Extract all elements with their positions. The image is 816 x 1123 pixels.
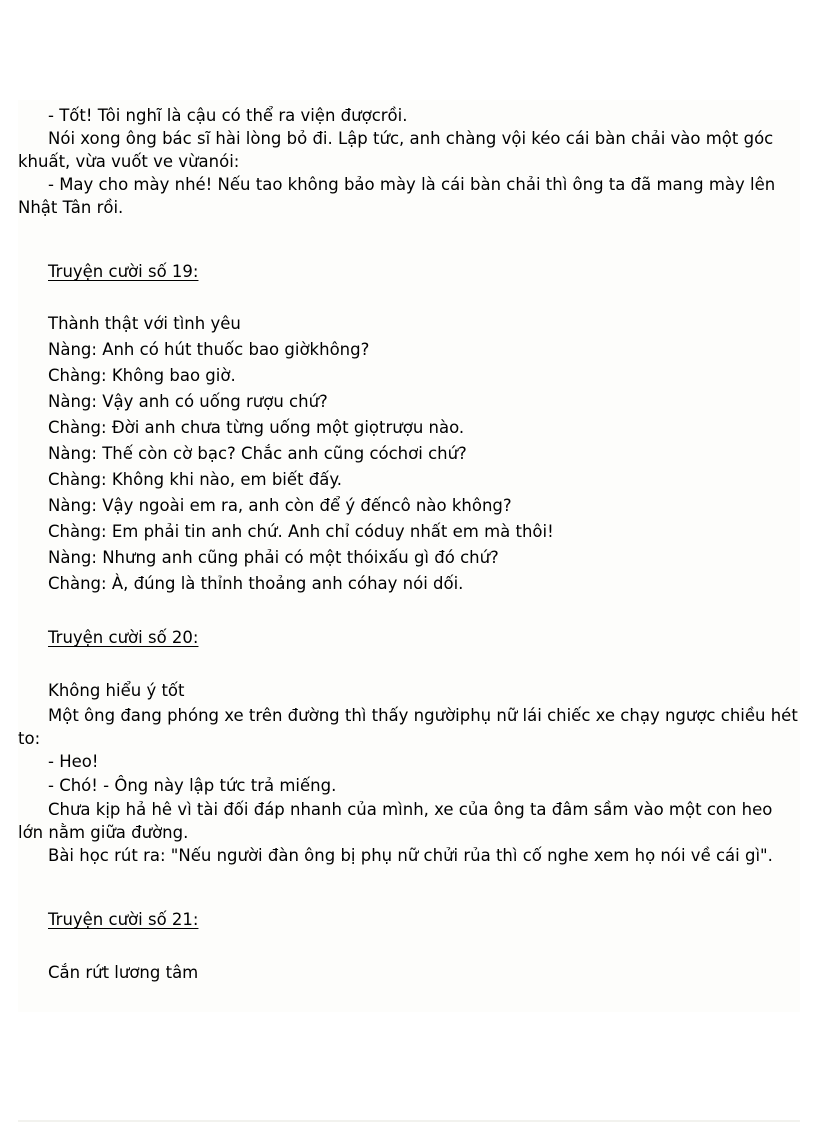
story-title: Cắn rứt lương tâm xyxy=(48,963,199,982)
paragraph: Bài học rút ra: "Nếu người đàn ông bị phụ nữ chửi rủa thì cố nghe xem họ nói về cái gì". xyxy=(48,846,773,865)
dialogue-line: Nàng: Vậy anh có uống rượu chứ? xyxy=(48,392,328,411)
dialogue-line: Nàng: Thế còn cờ bạc? Chắc anh cũng cóchơi chứ? xyxy=(48,444,467,463)
dialogue-line: - Tốt! Tôi nghĩ là cậu có thể ra viện đượcrồi. xyxy=(48,106,408,125)
paragraph: Chưa kịp hả hê vì tài đối đáp nhanh của mình, xe của ông ta đâm sầm vào một con heo lớn nằm giữa đường. xyxy=(18,800,773,842)
story-title: Không hiểu ý tốt xyxy=(48,681,185,700)
story-heading: Truyện cười số 21: xyxy=(48,910,199,929)
story-20 xyxy=(18,625,800,867)
dialogue-line: - Chó! - Ông này lập tức trả miếng. xyxy=(48,776,337,795)
dialogue-line: Nàng: Vậy ngoài em ra, anh còn để ý đếncô nào không? xyxy=(48,496,512,515)
page-divider xyxy=(18,1120,800,1122)
dialogue-line: Chàng: Không khi nào, em biết đấy. xyxy=(48,470,343,489)
dialogue-line: Nàng: Anh có hút thuốc bao giờkhông? xyxy=(48,340,370,359)
story-heading: Truyện cười số 20: xyxy=(48,628,199,647)
dialogue-line: Chàng: Em phải tin anh chứ. Anh chỉ códuy nhất em mà thôi! xyxy=(48,522,554,541)
dialogue-line: - May cho mày nhé! Nếu tao không bảo mày là cái bàn chải thì ông ta đã mang mày lên Nhật Tân rồi. xyxy=(18,175,776,217)
dialogue-line: Nàng: Nhưng anh cũng phải có một thóixấu gì đó chứ? xyxy=(48,548,499,567)
story-19 xyxy=(18,259,800,597)
dialogue-line: Chàng: Không bao giờ. xyxy=(48,366,236,385)
paragraph: Nói xong ông bác sĩ hài lòng bỏ đi. Lập tức, anh chàng vội kéo cái bàn chải vào một góc khuất, vừa vuốt ve vừanói: xyxy=(18,129,774,171)
story-heading: Truyện cười số 19: xyxy=(48,262,199,281)
top-block xyxy=(18,100,800,219)
dialogue-line: Chàng: À, đúng là thỉnh thoảng anh cóhay nói dối. xyxy=(48,574,464,593)
story-21 xyxy=(18,907,800,986)
dialogue-line: - Heo! xyxy=(48,752,99,771)
page-content xyxy=(18,100,800,1012)
paragraph: Một ông đang phóng xe trên đường thì thấy ngườiphụ nữ lái chiếc xe chạy ngược chiều hét to: xyxy=(18,706,798,748)
story-title: Thành thật với tình yêu xyxy=(48,314,241,333)
dialogue-line: Chàng: Đời anh chưa từng uống một giọtrượu nào. xyxy=(48,418,465,437)
